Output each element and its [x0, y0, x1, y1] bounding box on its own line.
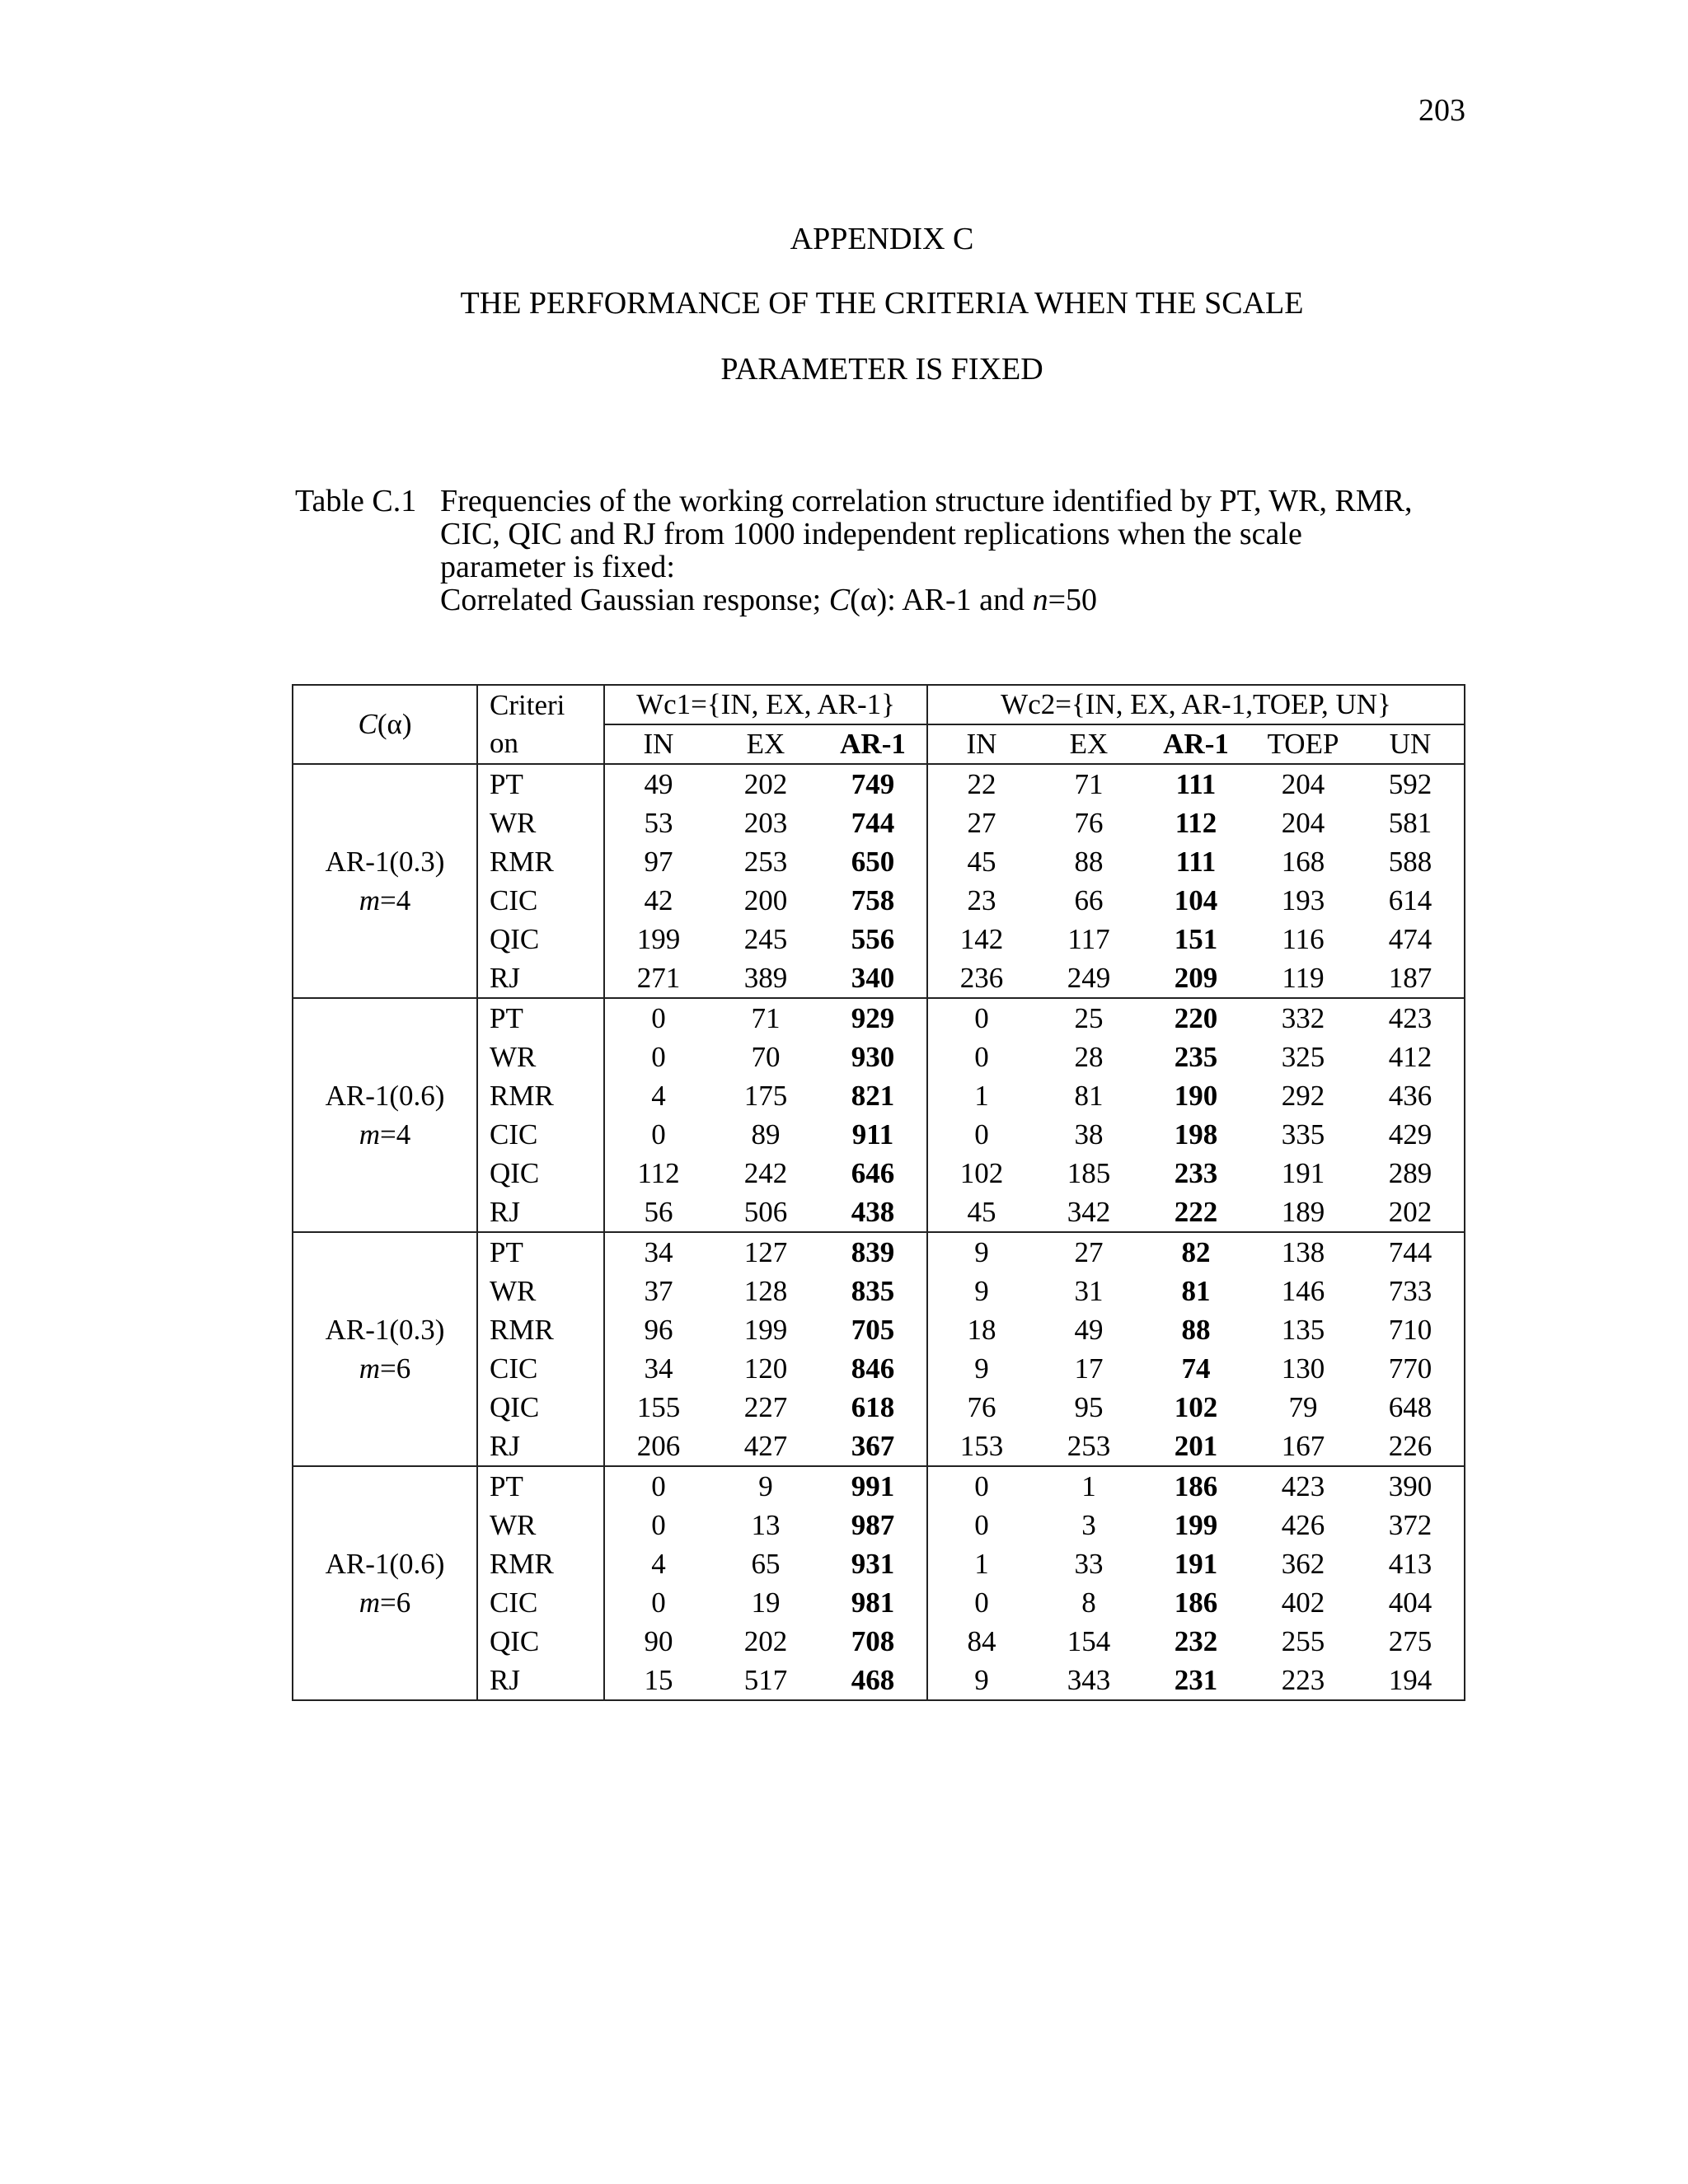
criterion-cell: RMR: [477, 842, 604, 881]
value-cell: 390: [1357, 1466, 1465, 1506]
value-cell: 1: [1035, 1466, 1142, 1506]
value-cell: 33: [1074, 1548, 1104, 1580]
value-cell: 253: [1067, 1430, 1111, 1462]
value-cell: 581: [1357, 804, 1465, 842]
criterion-cell: RMR: [477, 1544, 604, 1583]
value-cell: 708: [819, 1622, 927, 1661]
value-cell: 146: [1281, 1275, 1325, 1307]
value-cell: 31: [1074, 1275, 1104, 1307]
value-cell: 991: [819, 1466, 927, 1506]
criterion-cell: WR: [477, 1506, 604, 1544]
value-cell: 38: [1074, 1118, 1104, 1151]
value-cell: 648: [1357, 1388, 1465, 1427]
value-cell: 0: [651, 1118, 666, 1151]
value-cell: 56: [644, 1196, 673, 1228]
caption-label: Table C.1: [295, 484, 417, 518]
value-cell: 242: [743, 1157, 788, 1189]
table-row: [293, 1466, 1465, 1506]
value-cell: 517: [712, 1661, 819, 1700]
group-label: AR-1(0.6) m=6: [293, 1466, 477, 1700]
value-cell: 199: [1174, 1509, 1218, 1541]
value-cell: 335: [1281, 1118, 1325, 1151]
value-cell: 104: [1174, 884, 1218, 916]
value-cell: 506: [743, 1196, 788, 1228]
value-cell: 168: [1281, 846, 1325, 878]
header-wc2: Wc2={IN, EX, AR-1,TOEP, UN}: [927, 685, 1465, 724]
value-cell: 3: [1081, 1509, 1096, 1541]
criterion-cell: RJ: [477, 1427, 604, 1466]
value-cell: 429: [1357, 1115, 1465, 1154]
value-cell: 4: [651, 1080, 666, 1112]
value-cell: 650: [819, 842, 927, 881]
caption-line4: Correlated Gaussian response; C(α): AR-1 and n=50: [440, 583, 1097, 617]
value-cell: 49: [604, 764, 712, 804]
value-cell: 0: [651, 1586, 666, 1619]
value-cell: 846: [819, 1349, 927, 1388]
criterion-cell: CIC: [477, 1349, 604, 1388]
value-cell: 744: [1357, 1232, 1465, 1272]
value-cell: 120: [743, 1352, 788, 1385]
value-cell: 96: [644, 1314, 673, 1346]
value-cell: 0: [604, 998, 712, 1038]
value-cell: 413: [1357, 1544, 1465, 1583]
value-cell: 839: [819, 1232, 927, 1272]
criterion-cell: CIC: [477, 1115, 604, 1154]
value-cell: 66: [1074, 884, 1104, 916]
value-cell: 423: [1250, 1466, 1357, 1506]
value-cell: 27: [967, 807, 996, 839]
value-cell: 749: [819, 764, 927, 804]
value-cell: 0: [974, 1509, 989, 1541]
value-cell: 102: [1174, 1391, 1218, 1423]
value-cell: 646: [819, 1154, 927, 1193]
group-label: AR-1(0.6) m=4: [293, 998, 477, 1232]
value-cell: 342: [1067, 1196, 1111, 1228]
value-cell: 412: [1357, 1038, 1465, 1076]
criterion-cell: WR: [477, 1272, 604, 1310]
criterion-cell: QIC: [477, 920, 604, 958]
value-cell: 245: [743, 923, 788, 955]
subheader-cell: IN: [643, 728, 674, 760]
value-cell: 227: [743, 1391, 788, 1423]
value-cell: 119: [1282, 962, 1325, 994]
criterion-cell: PT: [477, 1466, 604, 1506]
value-cell: 130: [1281, 1352, 1325, 1385]
value-cell: 45: [967, 1196, 996, 1228]
criterion-cell: CIC: [477, 1583, 604, 1622]
value-cell: 929: [819, 998, 927, 1038]
value-cell: 88: [1074, 846, 1104, 878]
value-cell: 90: [644, 1625, 673, 1657]
value-cell: 930: [819, 1038, 927, 1076]
value-cell: 226: [1357, 1427, 1465, 1466]
subheader-cell: AR-1: [1163, 728, 1229, 760]
value-cell: 112: [1175, 807, 1217, 839]
value-cell: 128: [743, 1275, 788, 1307]
value-cell: 155: [636, 1391, 681, 1423]
value-cell: 231: [1142, 1661, 1250, 1700]
value-cell: 340: [819, 958, 927, 998]
value-cell: 235: [1174, 1041, 1218, 1073]
value-cell: 9: [974, 1275, 989, 1307]
value-cell: 931: [819, 1544, 927, 1583]
value-cell: 95: [1074, 1391, 1104, 1423]
subheader-cell: IN: [966, 728, 997, 760]
value-cell: 34: [604, 1232, 712, 1272]
value-cell: 116: [1282, 923, 1325, 955]
value-cell: 65: [751, 1548, 781, 1580]
value-cell: 201: [1174, 1430, 1218, 1462]
value-cell: 389: [743, 962, 788, 994]
value-cell: 835: [819, 1272, 927, 1310]
value-cell: 138: [1250, 1232, 1357, 1272]
value-cell: 0: [927, 1466, 1035, 1506]
criterion-cell: RJ: [477, 1193, 604, 1232]
header-wc1: Wc1={IN, EX, AR-1}: [604, 685, 927, 724]
table-row: [293, 764, 1465, 804]
criterion-cell: RMR: [477, 1310, 604, 1349]
value-cell: 17: [1074, 1352, 1104, 1385]
value-cell: 468: [819, 1661, 927, 1700]
value-cell: 222: [1174, 1196, 1218, 1228]
value-cell: 198: [1174, 1118, 1218, 1151]
value-cell: 987: [819, 1506, 927, 1544]
criterion-cell: PT: [477, 1232, 604, 1272]
value-cell: 194: [1357, 1661, 1465, 1700]
value-cell: 53: [644, 807, 673, 839]
value-cell: 0: [651, 1509, 666, 1541]
section-title-line2: PARAMETER IS FIXED: [720, 352, 1043, 387]
value-cell: 614: [1357, 881, 1465, 920]
value-cell: 202: [1357, 1193, 1465, 1232]
value-cell: 49: [1074, 1314, 1104, 1346]
value-cell: 42: [644, 884, 673, 916]
value-cell: 292: [1281, 1080, 1325, 1112]
value-cell: 232: [1174, 1625, 1218, 1657]
value-cell: 438: [819, 1193, 927, 1232]
criterion-cell: PT: [477, 998, 604, 1038]
value-cell: 1: [974, 1548, 989, 1580]
value-cell: 404: [1357, 1583, 1465, 1622]
caption-line2: CIC, QIC and RJ from 1000 independent replications when the scale: [440, 517, 1302, 551]
value-cell: 744: [819, 804, 927, 842]
value-cell: 474: [1357, 920, 1465, 958]
value-cell: 135: [1281, 1314, 1325, 1346]
value-cell: 81: [1074, 1080, 1104, 1112]
header-c-alpha: C(α): [293, 685, 477, 764]
value-cell: 167: [1281, 1430, 1325, 1462]
value-cell: 367: [819, 1427, 927, 1466]
value-cell: 111: [1142, 764, 1250, 804]
value-cell: 271: [636, 962, 681, 994]
value-cell: 1: [974, 1080, 989, 1112]
value-cell: 255: [1281, 1625, 1325, 1657]
value-cell: 204: [1281, 807, 1325, 839]
value-cell: 202: [743, 1625, 788, 1657]
value-cell: 220: [1142, 998, 1250, 1038]
value-cell: 0: [974, 1586, 989, 1619]
value-cell: 112: [637, 1157, 680, 1189]
value-cell: 18: [967, 1314, 996, 1346]
table-caption: [295, 485, 1465, 616]
value-cell: 81: [1181, 1275, 1211, 1307]
value-cell: 189: [1281, 1196, 1325, 1228]
appendix-title: APPENDIX C: [790, 222, 974, 256]
value-cell: 372: [1357, 1506, 1465, 1544]
value-cell: 710: [1357, 1310, 1465, 1349]
criterion-cell: RJ: [477, 958, 604, 998]
value-cell: 71: [712, 998, 819, 1038]
value-cell: 758: [819, 881, 927, 920]
value-cell: 402: [1281, 1586, 1325, 1619]
value-cell: 618: [819, 1388, 927, 1427]
value-cell: 202: [712, 764, 819, 804]
table-row: [293, 1232, 1465, 1272]
value-cell: 187: [1357, 958, 1465, 998]
value-cell: 236: [959, 962, 1004, 994]
value-cell: 34: [644, 1352, 673, 1385]
value-cell: 223: [1250, 1661, 1357, 1700]
value-cell: 153: [959, 1430, 1004, 1462]
table-row: [293, 998, 1465, 1038]
group-label: AR-1(0.3) m=6: [293, 1232, 477, 1466]
value-cell: 426: [1281, 1509, 1325, 1541]
value-cell: 249: [1067, 962, 1111, 994]
value-cell: 0: [927, 998, 1035, 1038]
value-cell: 13: [751, 1509, 781, 1541]
value-cell: 154: [1067, 1625, 1111, 1657]
value-cell: 770: [1357, 1349, 1465, 1388]
section-title-line1: THE PERFORMANCE OF THE CRITERIA WHEN THE SCALE: [460, 286, 1304, 321]
value-cell: 0: [651, 1041, 666, 1073]
value-cell: 0: [974, 1118, 989, 1151]
value-cell: 191: [1174, 1548, 1218, 1580]
value-cell: 76: [967, 1391, 996, 1423]
value-cell: 89: [751, 1118, 781, 1151]
value-cell: 592: [1357, 764, 1465, 804]
subheader-cell: AR-1: [819, 724, 927, 764]
value-cell: 733: [1357, 1272, 1465, 1310]
criterion-cell: QIC: [477, 1622, 604, 1661]
value-cell: 203: [743, 807, 788, 839]
value-cell: 88: [1181, 1314, 1211, 1346]
page-number: 203: [1418, 93, 1465, 128]
value-cell: 9: [712, 1466, 819, 1506]
value-cell: 97: [644, 846, 673, 878]
value-cell: 185: [1067, 1157, 1111, 1189]
criterion-cell: RJ: [477, 1661, 604, 1700]
value-cell: 127: [712, 1232, 819, 1272]
value-cell: 70: [751, 1041, 781, 1073]
value-cell: 8: [1081, 1586, 1096, 1619]
subheader-cell: EX: [746, 728, 785, 760]
value-cell: 74: [1181, 1352, 1211, 1385]
value-cell: 45: [967, 846, 996, 878]
value-cell: 142: [959, 923, 1004, 955]
value-cell: 0: [974, 1041, 989, 1073]
value-cell: 79: [1288, 1391, 1318, 1423]
criterion-cell: QIC: [477, 1388, 604, 1427]
value-cell: 37: [644, 1275, 673, 1307]
value-cell: 76: [1074, 807, 1104, 839]
value-cell: 19: [751, 1586, 781, 1619]
value-cell: 102: [959, 1157, 1004, 1189]
value-cell: 0: [604, 1466, 712, 1506]
value-cell: 343: [1035, 1661, 1142, 1700]
value-cell: 289: [1357, 1154, 1465, 1193]
value-cell: 332: [1250, 998, 1357, 1038]
value-cell: 233: [1174, 1157, 1218, 1189]
value-cell: 23: [967, 884, 996, 916]
value-cell: 981: [819, 1583, 927, 1622]
value-cell: 117: [1067, 923, 1110, 955]
criterion-cell: QIC: [477, 1154, 604, 1193]
value-cell: 111: [1175, 846, 1217, 878]
value-cell: 209: [1174, 962, 1218, 994]
caption-line3: parameter is fixed:: [440, 550, 675, 584]
criterion-cell: PT: [477, 764, 604, 804]
criterion-cell: WR: [477, 1038, 604, 1076]
value-cell: 199: [743, 1314, 788, 1346]
value-cell: 9: [927, 1661, 1035, 1700]
value-cell: 28: [1074, 1041, 1104, 1073]
value-cell: 423: [1357, 998, 1465, 1038]
value-cell: 4: [651, 1548, 666, 1580]
value-cell: 9: [974, 1352, 989, 1385]
value-cell: 204: [1250, 764, 1357, 804]
value-cell: 71: [1035, 764, 1142, 804]
value-cell: 325: [1281, 1041, 1325, 1073]
value-cell: 9: [927, 1232, 1035, 1272]
value-cell: 200: [743, 884, 788, 916]
value-cell: 84: [967, 1625, 996, 1657]
criterion-cell: WR: [477, 804, 604, 842]
subheader-cell: TOEP: [1267, 728, 1339, 760]
value-cell: 588: [1357, 842, 1465, 881]
header-criterion: Criteri on: [477, 685, 604, 764]
criterion-cell: CIC: [477, 881, 604, 920]
value-cell: 186: [1142, 1466, 1250, 1506]
subheader-cell: UN: [1357, 724, 1465, 764]
frequency-table: [292, 684, 1465, 1701]
value-cell: 27: [1035, 1232, 1142, 1272]
value-cell: 705: [819, 1310, 927, 1349]
value-cell: 193: [1281, 884, 1325, 916]
value-cell: 22: [927, 764, 1035, 804]
value-cell: 191: [1281, 1157, 1325, 1189]
value-cell: 911: [819, 1115, 927, 1154]
value-cell: 15: [604, 1661, 712, 1700]
value-cell: 151: [1174, 923, 1218, 955]
value-cell: 82: [1142, 1232, 1250, 1272]
value-cell: 190: [1174, 1080, 1218, 1112]
group-label: AR-1(0.3) m=4: [293, 764, 477, 998]
value-cell: 362: [1281, 1548, 1325, 1580]
caption-line1: Frequencies of the working correlation structure identified by PT, WR, RMR,: [440, 484, 1413, 518]
value-cell: 199: [636, 923, 681, 955]
value-cell: 253: [743, 846, 788, 878]
criterion-cell: RMR: [477, 1076, 604, 1115]
value-cell: 186: [1174, 1586, 1218, 1619]
value-cell: 175: [743, 1080, 788, 1112]
value-cell: 25: [1035, 998, 1142, 1038]
value-cell: 206: [636, 1430, 681, 1462]
value-cell: 556: [819, 920, 927, 958]
subheader-cell: EX: [1069, 728, 1109, 760]
value-cell: 275: [1357, 1622, 1465, 1661]
value-cell: 436: [1357, 1076, 1465, 1115]
value-cell: 821: [819, 1076, 927, 1115]
value-cell: 427: [743, 1430, 788, 1462]
